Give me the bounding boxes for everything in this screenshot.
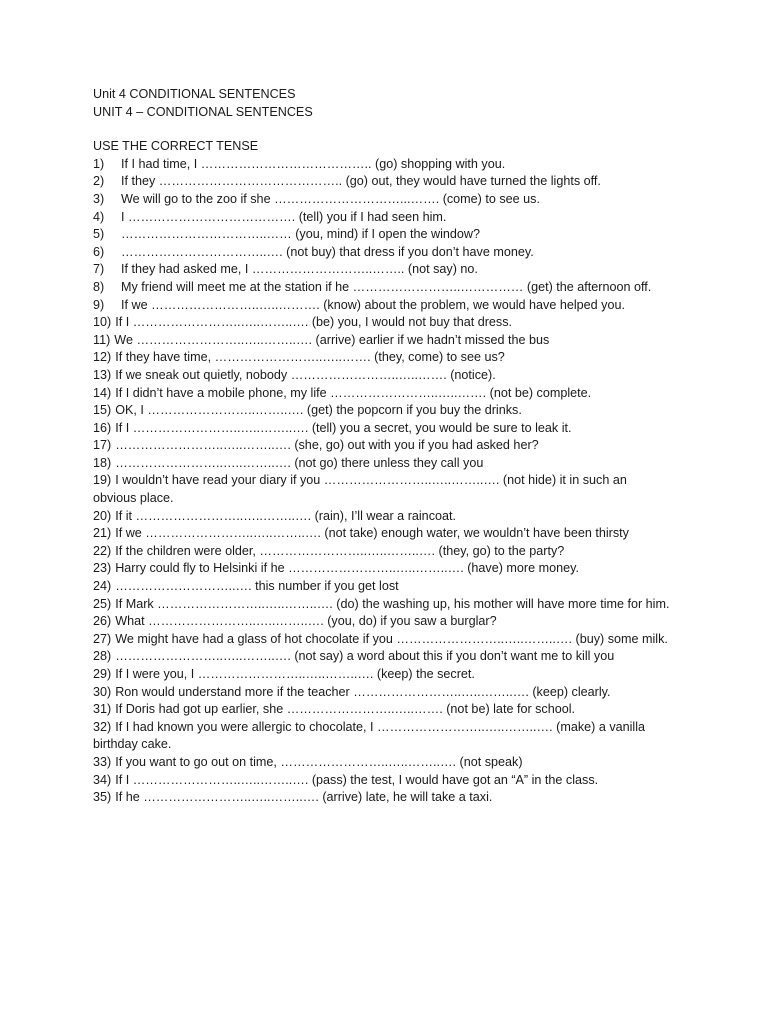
item-number: 35): [93, 790, 112, 805]
item-number: 15): [93, 403, 112, 418]
item-text: We ……………………..…..……..…. (arrive) earlier if we hadn’t missed the bus: [114, 332, 550, 347]
item-number: 19): [93, 473, 112, 488]
list-item: [93, 525, 673, 543]
item-text: If I were you, I ……………………..…..……..…. (keep) the secret.: [115, 667, 475, 681]
item-number: 30): [93, 684, 112, 699]
item-text: If Doris had got up earlier, she ……………………..…..……. (not be) late for school.: [115, 702, 576, 717]
item-number: 33): [93, 754, 112, 769]
list-item: [93, 508, 673, 526]
item-number: 11): [93, 332, 111, 347]
list-item: [93, 455, 673, 473]
list-item: [93, 684, 673, 702]
item-text: What ……………………..…..……..…. (you, do) if you saw a burglar?: [115, 614, 497, 629]
list-item: [93, 156, 673, 174]
list-item: [93, 367, 673, 385]
list-item: [93, 596, 673, 614]
list-item: [93, 578, 673, 596]
list-item: [93, 314, 673, 332]
item-text: If I ……………………..…..……..…. (tell) you a secret, you would be sure to leak it.: [115, 420, 572, 435]
item-number: 13): [93, 367, 112, 382]
item-number: 25): [93, 596, 112, 611]
item-text: If the children were older, ……………………..…..……..…. (they, go) to the party?: [115, 543, 565, 558]
item-text: ………………………..…. this number if you get lost: [115, 579, 399, 594]
item-text: If he ……………………..…..……..…. (arrive) late, he will take a taxi.: [115, 790, 493, 805]
item-number: 7): [93, 262, 105, 277]
item-text: We will go to the zoo if she …………………………...……. (come) to see us.: [121, 191, 540, 206]
list-item: [93, 349, 673, 367]
item-text: We might have had a glass of hot chocolate if you ……………………..…..……..…. (buy) some milk.: [115, 631, 668, 646]
list-item: [93, 402, 673, 420]
item-text: I wouldn’t have read your diary if you ……………………..…..……..…. (not hide) it in such an obvious place.: [93, 473, 627, 506]
item-text: If we sneak out quietly, nobody ……………………..…..……. (notice).: [115, 367, 496, 382]
list-item: [93, 701, 673, 719]
item-number: 9): [93, 297, 105, 312]
item-text: If I had known you were allergic to chocolate, I ……………………..…..……..…. (make) a vanilla birthday cake.: [93, 719, 646, 752]
item-number: 14): [93, 385, 112, 400]
section-heading: USE THE CORRECT TENSE: [93, 139, 259, 154]
item-text: If they had asked me, I ………………………..…….. (not say) no.: [121, 262, 478, 277]
item-number: 1): [93, 156, 105, 171]
item-number: 21): [93, 526, 112, 541]
item-text: If I ……………………..…..……..…. (be) you, I would not buy that dress.: [115, 315, 513, 330]
item-number: 8): [93, 279, 105, 294]
item-text: Harry could fly to Helsinki if he ……………………..…..……..…. (have) more money.: [115, 561, 579, 576]
item-number: 28): [93, 649, 112, 664]
item-number: 16): [93, 420, 112, 435]
item-number: 29): [93, 667, 112, 681]
item-number: 24): [93, 579, 112, 594]
item-text: OK, I ……………………..……..…. (get) the popcorn if you buy the drinks.: [115, 403, 522, 418]
list-item: [93, 472, 673, 507]
list-item: [93, 437, 673, 455]
item-text: ……………………………..…. (not buy) that dress if you don’t have money.: [121, 244, 534, 259]
list-item: [93, 332, 673, 350]
item-text: If we ……………………..…..……..…. (not take) enough water, we wouldn’t have been thirsty: [115, 526, 629, 541]
item-number: 20): [93, 508, 112, 523]
document-title: Unit 4 CONDITIONAL SENTENCES: [93, 87, 296, 101]
list-item: [93, 666, 673, 684]
item-number: 34): [93, 772, 112, 787]
list-item: [93, 719, 673, 754]
list-item: [93, 543, 673, 561]
item-number: 27): [93, 631, 112, 646]
item-text: If we ……………………..…..………. (know) about the problem, we would have helped you.: [121, 297, 625, 312]
list-item: [93, 191, 673, 209]
list-item: [93, 754, 673, 772]
document-subtitle: UNIT 4 – CONDITIONAL SENTENCES: [93, 104, 313, 119]
item-text: I …………………………………. (tell) you if I had seen him.: [121, 209, 447, 224]
item-text: ……………………..…..……..…. (not go) there unless they call you: [115, 455, 484, 470]
item-text: ……………………………..…… (you, mind) if I open the window?: [121, 227, 481, 242]
list-item: [93, 648, 673, 666]
list-item: [93, 420, 673, 438]
list-item: [93, 789, 673, 807]
list-item: [93, 261, 673, 279]
item-text: If Mark ……………………..…..……..…. (do) the washing up, his mother will have more time for him.: [115, 596, 670, 611]
list-item: [93, 772, 673, 790]
item-number: 23): [93, 561, 112, 576]
item-text: If they …………………………………….. (go) out, they would have turned the lights off.: [121, 174, 601, 189]
item-number: 3): [93, 191, 105, 206]
list-item: [93, 631, 673, 649]
list-item: [93, 244, 673, 262]
item-number: 6): [93, 244, 105, 259]
item-number: 32): [93, 719, 112, 734]
item-number: 18): [93, 455, 112, 470]
list-item: [93, 279, 673, 297]
item-number: 4): [93, 209, 105, 224]
list-item: [93, 560, 673, 578]
item-number: 12): [93, 350, 112, 365]
exercise-list: [93, 156, 673, 807]
item-text: If I had time, I ………………………………….. (go) shopping with you.: [121, 156, 506, 171]
list-item: [93, 209, 673, 227]
item-text: ……………………..…..……..…. (she, go) out with you if you had asked her?: [115, 438, 539, 453]
item-text: If they have time, ……………………..…..……. (they, come) to see us?: [115, 350, 505, 365]
item-number: 5): [93, 227, 105, 242]
list-item: [93, 173, 673, 191]
worksheet-page: [93, 86, 673, 807]
item-text: If you want to go out on time, ……………………..…..……..…. (not speak): [115, 754, 523, 769]
item-text: If I didn’t have a mobile phone, my life ……………………..…..……. (not be) complete.: [115, 385, 592, 400]
item-number: 2): [93, 174, 105, 189]
item-text: If it ……………………..…..……..…. (rain), I’ll wear a raincoat.: [115, 508, 456, 523]
item-number: 17): [93, 438, 112, 453]
item-number: 31): [93, 702, 112, 717]
item-number: 26): [93, 614, 112, 629]
item-text: My friend will meet me at the station if he ……………………..…………… (get) the afternoon off.: [121, 279, 652, 294]
list-item: [93, 226, 673, 244]
list-item: [93, 385, 673, 403]
item-text: ……………………..…..……..…. (not say) a word about this if you don’t want me to kill you: [115, 649, 615, 664]
item-number: 10): [93, 315, 112, 330]
item-text: Ron would understand more if the teacher ……………………..…..……..…. (keep) clearly.: [115, 684, 611, 699]
list-item: [93, 613, 673, 631]
item-number: 22): [93, 543, 112, 558]
list-item: [93, 297, 673, 315]
item-text: If I ……………………..…..……..…. (pass) the test, I would have got an “A” in the class.: [115, 772, 599, 787]
